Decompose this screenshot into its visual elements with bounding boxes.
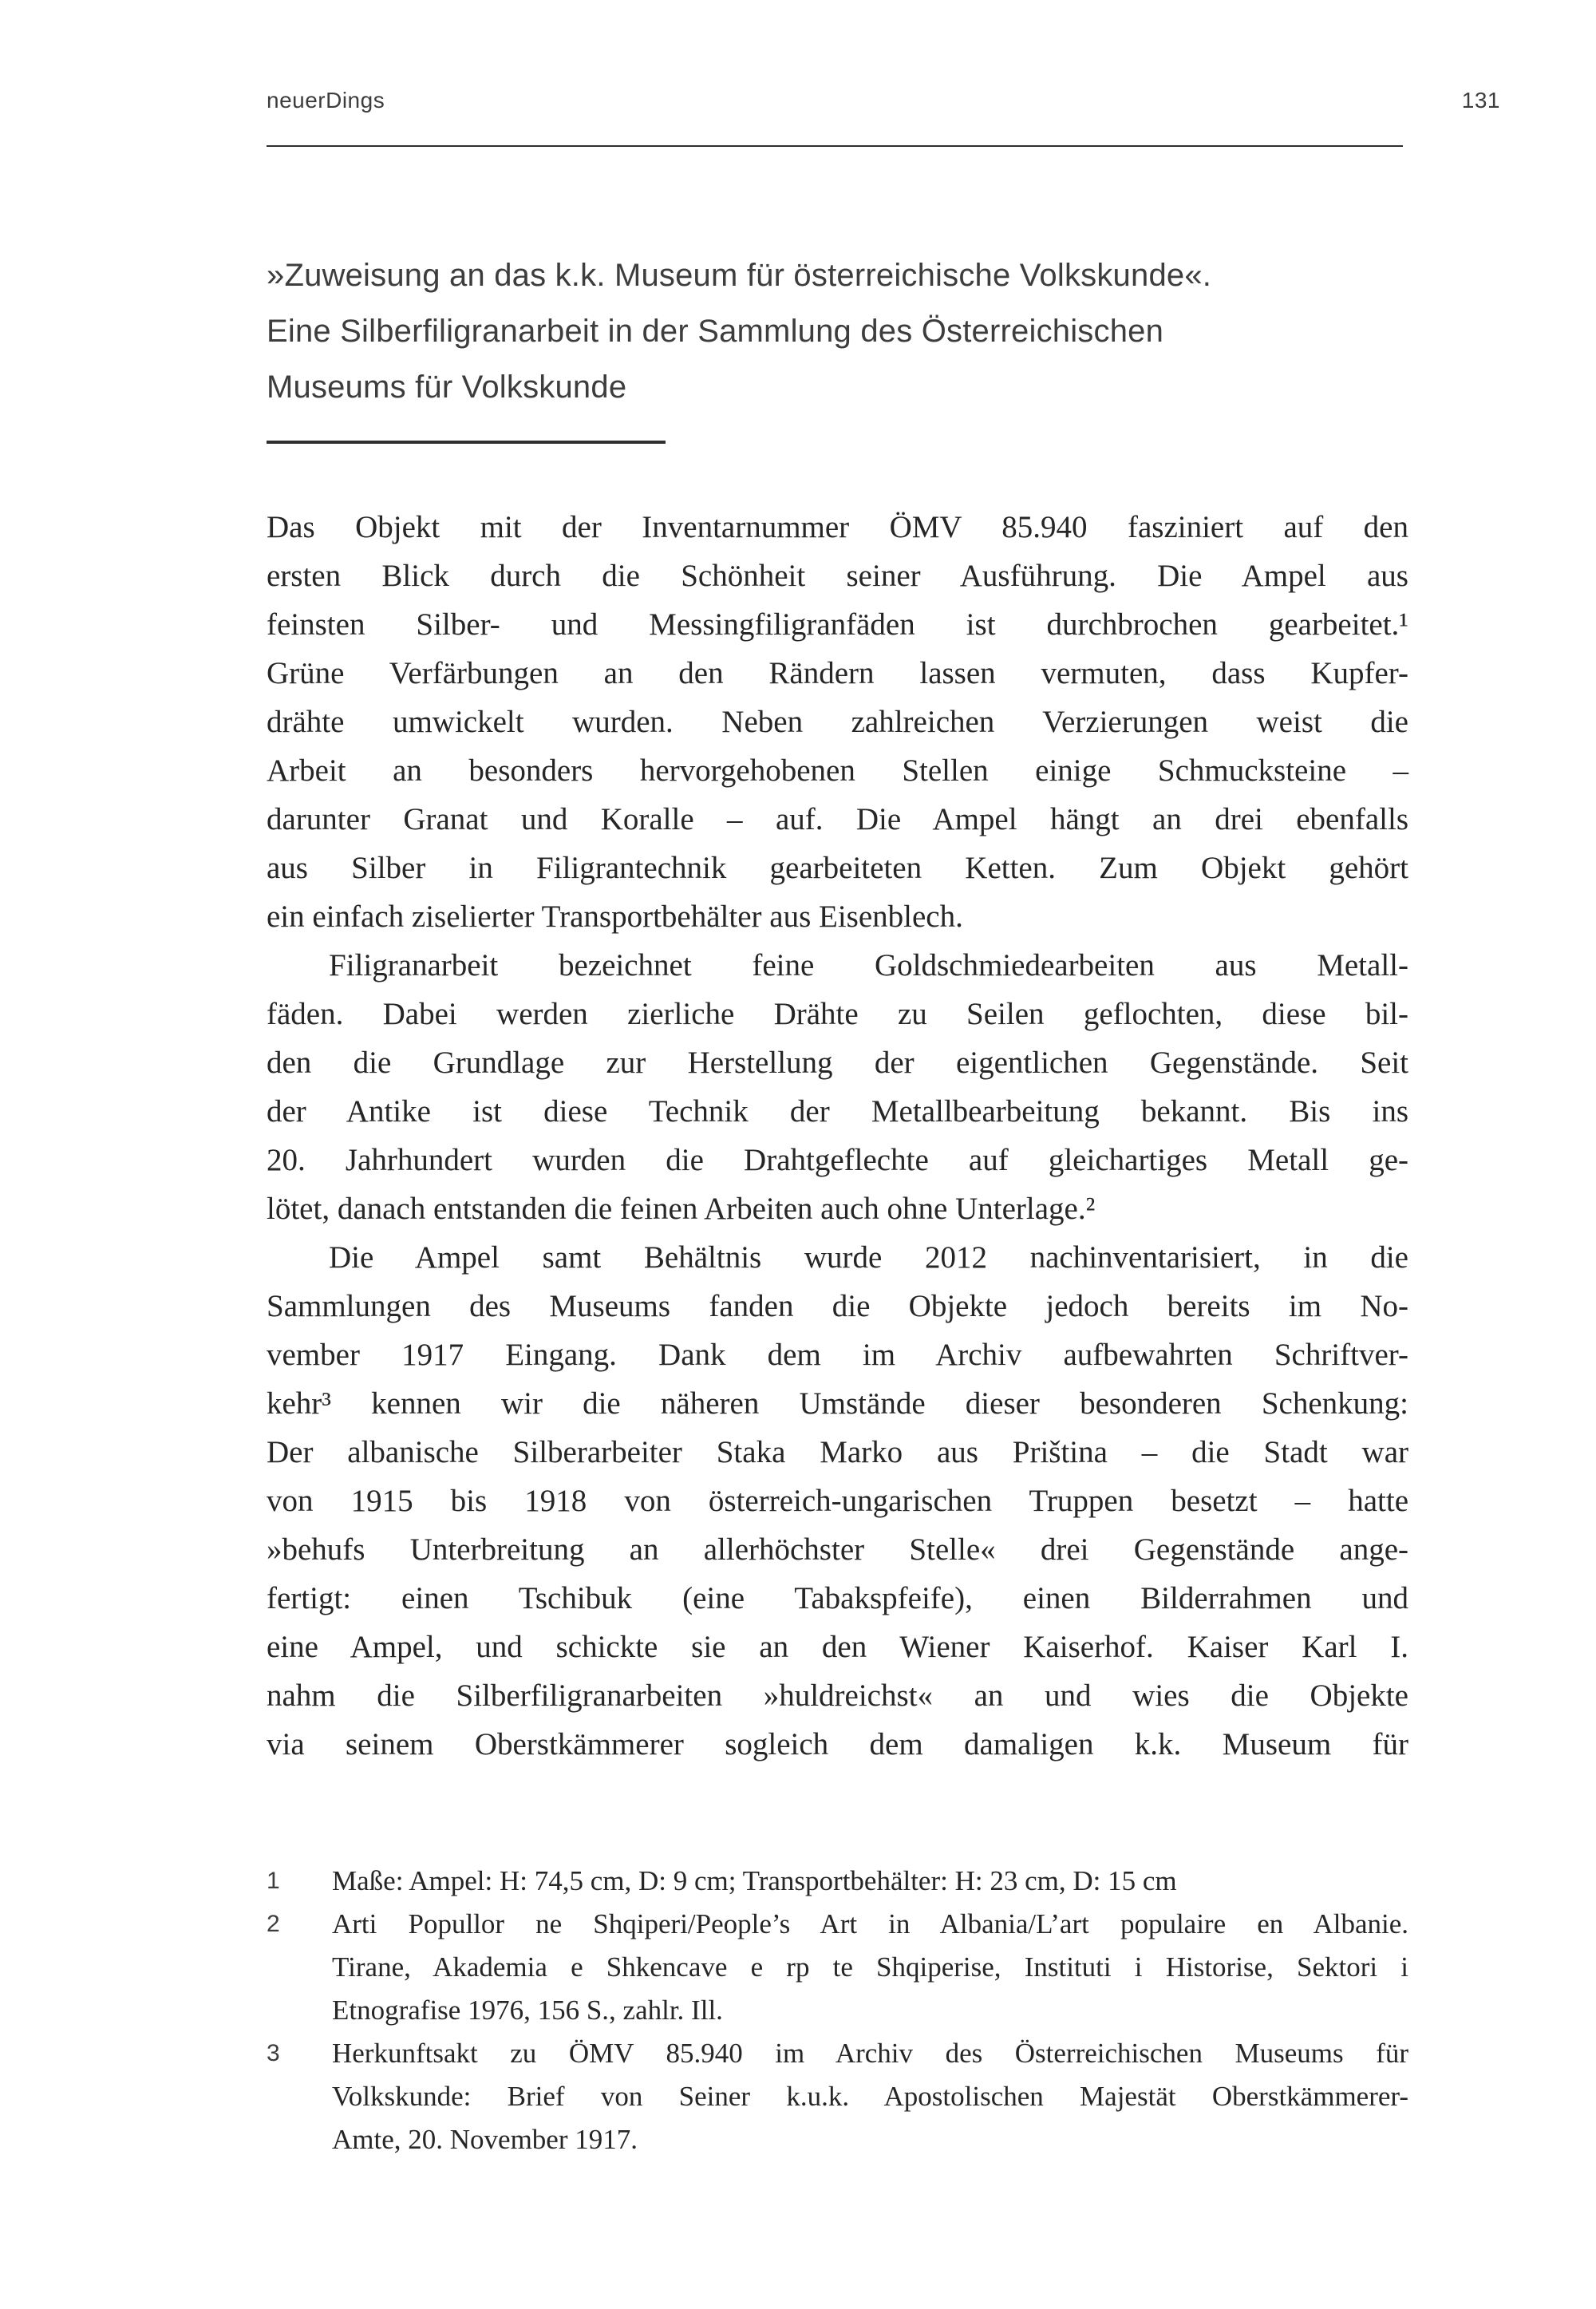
body-line: kehr³ kennen wir die näheren Umstände dieser besonderen Schenkung:	[267, 1386, 1408, 1421]
footnote-text	[332, 1860, 1408, 1903]
page-header	[267, 88, 1500, 113]
article-title	[267, 247, 1440, 415]
footnote-line: Etnografise 1976, 156 S., zahlr. Ill.	[332, 1995, 723, 2026]
body-line: fertigt: einen Tschibuk (eine Tabakspfeife), einen Bilderrahmen und	[267, 1581, 1408, 1615]
body-line: den die Grundlage zur Herstellung der eigentlichen Gegenstände. Seit	[267, 1046, 1408, 1080]
body-line: ein einfach ziselierter Transportbehälter aus Eisenblech.	[267, 899, 963, 934]
article-title-line: Museums für Volkskunde	[267, 370, 627, 405]
body-line: von 1915 bis 1918 von österreich-ungarischen Truppen besetzt – hatte	[267, 1484, 1408, 1518]
body-line: Das Objekt mit der Inventarnummer ÖMV 85.940 fasziniert auf den	[267, 510, 1408, 544]
body-line: der Antike ist diese Technik der Metallbearbeitung bekannt. Bis ins	[267, 1094, 1408, 1129]
body-line: fäden. Dabei werden zierliche Drähte zu Seilen geflochten, diese bil-	[267, 997, 1408, 1031]
body-line: lötet, danach entstanden die feinen Arbeiten auch ohne Unterlage.²	[267, 1192, 1096, 1226]
body-line: Die Ampel samt Behältnis wurde 2012 nachinventarisiert, in die	[329, 1240, 1408, 1275]
body-line: 20. Jahrhundert wurden die Drahtgeflechte auf gleichartiges Metall ge-	[267, 1143, 1408, 1177]
paragraph	[267, 503, 1408, 941]
footnote	[267, 2032, 1408, 2161]
footnote-line: Volkskunde: Brief von Seiner k.u.k. Apostolischen Majestät Oberstkämmerer-	[332, 2081, 1408, 2112]
footnote-number: 2	[267, 1911, 280, 1937]
body-line: ersten Blick durch die Schönheit seiner Ausführung. Die Ampel aus	[267, 559, 1408, 593]
footnote-text	[332, 1903, 1408, 2032]
body-line: aus Silber in Filigrantechnik gearbeiteten Ketten. Zum Objekt gehört	[267, 851, 1408, 885]
body-line: Grüne Verfärbungen an den Rändern lassen vermuten, dass Kupfer-	[267, 656, 1408, 690]
paragraph	[267, 1233, 1408, 1769]
footnote-line: Tirane, Akademia e Shkencave e rp te Shqiperise, Instituti i Historise, Sektori i	[332, 1951, 1408, 1983]
body-line: darunter Granat und Koralle – auf. Die Ampel hängt an drei ebenfalls	[267, 802, 1408, 836]
footnote-line: Arti Popullor ne Shqiperi/People’s Art in Albania/L’art populaire en Albanie.	[332, 1908, 1408, 1939]
article-title-line: Eine Silberfiligranarbeit in der Sammlung des Österreichischen	[267, 314, 1164, 349]
paragraph	[267, 941, 1408, 1233]
footnote	[267, 1903, 1408, 2032]
page-number: 131	[1461, 88, 1500, 113]
footnote-number: 1	[267, 1868, 280, 1894]
header-rule	[267, 145, 1403, 147]
running-header: neuerDings	[267, 88, 385, 113]
footnote	[267, 1860, 1408, 1903]
body-line: Filigranarbeit bezeichnet feine Goldschmiedearbeiten aus Metall-	[329, 948, 1408, 983]
footnote-line: Amte, 20. November 1917.	[332, 2124, 638, 2155]
article-title-line: »Zuweisung an das k.k. Museum für österreichische Volkskunde«.	[267, 258, 1212, 293]
title-rule	[267, 441, 666, 444]
body-line: nahm die Silberfiligranarbeiten »huldreichst« an und wies die Objekte	[267, 1678, 1408, 1713]
body-line: Arbeit an besonders hervorgehobenen Stellen einige Schmucksteine –	[267, 753, 1408, 788]
footnote-line: Herkunftsakt zu ÖMV 85.940 im Archiv des Österreichischen Museums für	[332, 2038, 1408, 2069]
footnotes	[267, 1860, 1408, 2161]
body-line: via seinem Oberstkämmerer sogleich dem damaligen k.k. Museum für	[267, 1727, 1408, 1761]
body-line: feinsten Silber- und Messingfiligranfäden ist durchbrochen gearbeitet.¹	[267, 607, 1408, 642]
footnote-line: Maße: Ampel: H: 74,5 cm, D: 9 cm; Transportbehälter: H: 23 cm, D: 15 cm	[332, 1865, 1177, 1896]
body-line: drähte umwickelt wurden. Neben zahlreichen Verzierungen weist die	[267, 705, 1408, 739]
body-line: eine Ampel, und schickte sie an den Wiener Kaiserhof. Kaiser Karl I.	[267, 1630, 1408, 1664]
body-line: Der albanische Silberarbeiter Staka Marko aus Priština – die Stadt war	[267, 1435, 1408, 1469]
footnote-number: 3	[267, 2040, 280, 2066]
footnote-text	[332, 2032, 1408, 2161]
body-line: Sammlungen des Museums fanden die Objekte jedoch bereits im No-	[267, 1289, 1408, 1323]
body-line: »behufs Unterbreitung an allerhöchster Stelle« drei Gegenstände ange-	[267, 1532, 1408, 1567]
article-body	[267, 503, 1408, 1769]
body-line: vember 1917 Eingang. Dank dem im Archiv aufbewahrten Schriftver-	[267, 1338, 1408, 1372]
